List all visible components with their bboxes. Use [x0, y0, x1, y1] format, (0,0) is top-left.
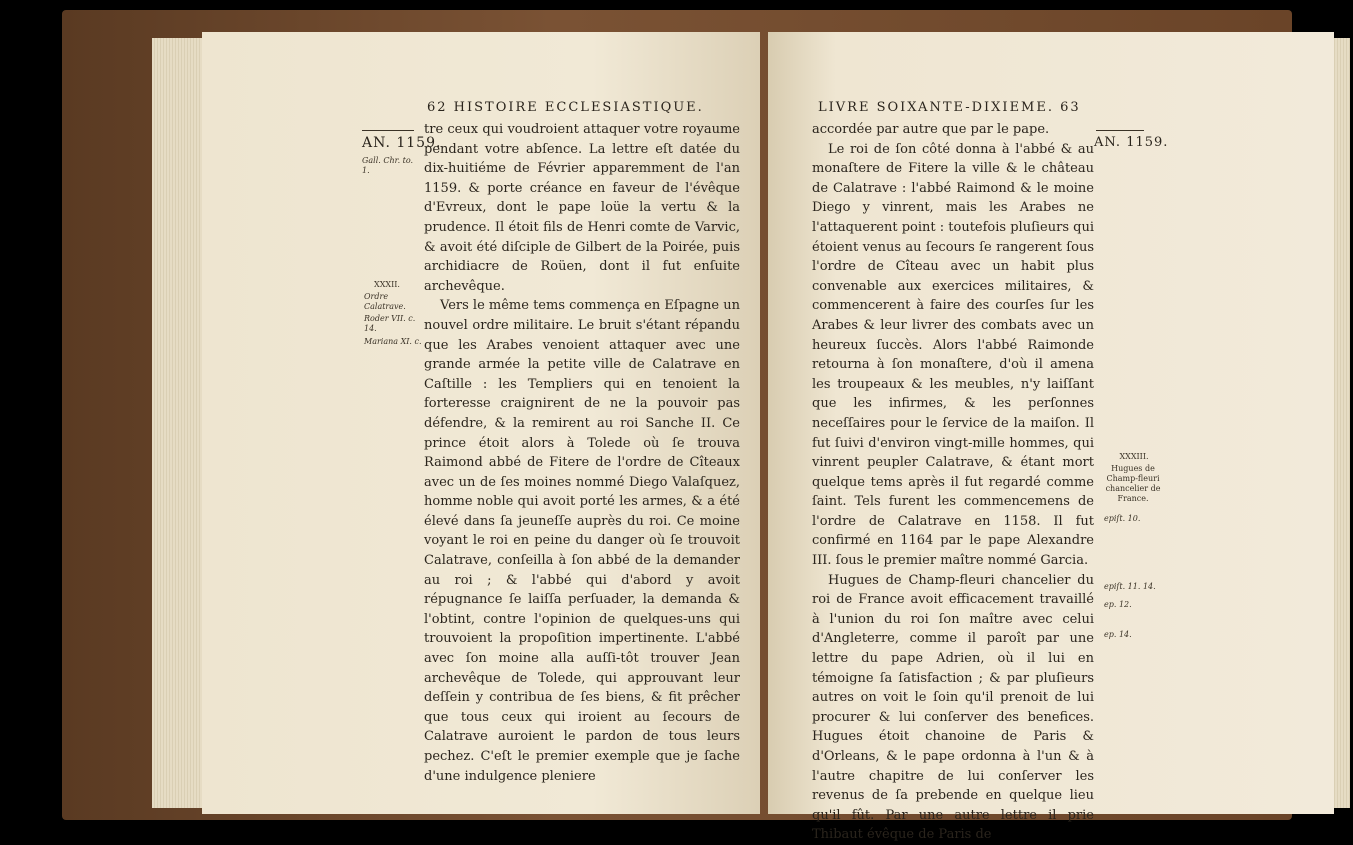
left-page	[202, 32, 760, 814]
right-margin-ref-3: ep. 12.	[1104, 600, 1132, 609]
left-margin-chapter: XXXII.	[374, 280, 400, 289]
right-margin-ref-4: ep. 14.	[1104, 630, 1132, 639]
right-margin-chapter-title: Hugues de Champ-fleuri chancelier de France.	[1105, 464, 1161, 503]
left-margin-ref-2: Roder VII. c. 14.	[364, 314, 416, 333]
left-margin-ref-1: Gall. Chr. to. 1.	[362, 156, 414, 175]
book-spread	[62, 10, 1292, 843]
right-paragraph-2: Le roi de ſon côté donna à l'abbé & au monaſtere de Fitere la ville & le château de Calatrave : l'abbé Raimond & le moine Diego y vinrent, mais les Arabes ne l'attaquerent point : toutefois pluſieurs qui étoient venus au ſecours ſe rangerent ſous l'ordre de Cîteau avec un habit plus convenable aux exercices militaires, & commencerent à faire des courſes ſur les Arabes & leur livrer des combats avec un heureux ſuccès. Alors l'abbé Raimonde retourna à ſon monaſtere, d'où il amena les troupeaux & les meubles, n'y laiſſant que les infirmes, & les perſonnes neceſſaires pour le ſervice de la maiſon. Il fut ſuivi d'environ vingt-mille hommes, qui vinrent peupler Calatrave, & étant mort quelque tems après il fut regardé comme ſaint. Tels furent les commencemens de l'ordre de Calatrave en 1158. Il fut confirmé en 1164 par le pape Alexandre III. ſous le premier maître nommé Garcia.	[812, 141, 1094, 569]
right-body-text	[812, 120, 1094, 845]
right-year-tag: AN. 1159.	[1094, 135, 1169, 150]
page-edges-right	[1332, 38, 1350, 808]
right-margin-ref-2: epiſt. 11. 14.	[1104, 582, 1156, 591]
left-margin-chapter-title: Ordre Calatrave.	[364, 292, 406, 311]
page-edges-left	[152, 38, 204, 808]
left-margin-ref-3: Mariana XI. c.	[364, 337, 422, 346]
right-paragraph-1: accordée par autre que par le pape.	[812, 122, 1050, 137]
right-page	[768, 32, 1334, 843]
right-margin-chapter: XXXIII.	[1119, 452, 1149, 461]
left-running-head: 62 HISTOIRE ECCLESIASTIQUE.	[427, 100, 704, 115]
year-rule	[362, 130, 414, 131]
left-paragraph-1: tre ceux qui voudroient attaquer votre royaume pendant votre abſence. La lettre eſt datée du dix-huitiéme de Février apparemment de l'an 1159. & porte créance en faveur de l'évêque d'Evreux, dont le pape loüe la vertu & la prudence. Il étoit fils de Henri comte de Varvic, & avoit été diſciple de Gilbert de la Poirée, puis archidiacre de Roüen, dont il fut enſuite archevêque.	[424, 122, 740, 294]
left-paragraph-2: Vers le même tems commença en Eſpagne un nouvel ordre militaire. Le bruit s'étant répandu que les Arabes venoient attaquer avec une grande armée la petite ville de Calatrave en Caſtille : les Templiers qui en tenoient la forteresse craignirent de ne la pouvoir pas défendre, & la remirent au roi Sanche II. Ce prince étoit alors à Tolede où ſe trouva Raimond abbé de Fitere de l'ordre de Cîteaux avec un de ſes moines nommé Diego Valaſquez, homme noble qui avoit porté les armes, & a été élevé dans ſa jeuneſſe auprès du roi. Ce moine voyant le roi en peine du danger où ſe trouvoit Calatrave, conſeilla à ſon abbé de la demander au roi ; & l'abbé qui d'abord y avoit répugnance ſe laiſſa perſuader, la demanda & l'obtint, contre l'opinion de quelques-uns qui trouvoient la propoſition impertinente. L'abbé avec ſon moine alla auſſi-tôt trouver Jean archevêque de Tolede, qui approuvant leur deſſein y contribua de ſes biens, & fit prêcher que tous ceux qui iroient au ſecours de Calatrave auroient le pardon de tous leurs pechez. C'eſt le premier exemple que je ſache d'une indulgence pleniere	[424, 298, 740, 784]
right-running-head: LIVRE SOIXANTE-DIXIEME. 63	[818, 100, 1081, 115]
right-paragraph-3: Hugues de Champ-fleuri chancelier du roi de France avoit efficacement travaillé à l'union du roi ſon maître avec celui d'Angleterre, comme il paroît par une lettre du pape Adrien, où il lui en témoigne ſa ſatisfaction ; & par pluſieurs autres on voit le ſoin qu'il prenoit de lui procurer & lui conſerver des benefices. Hugues étoit chanoine de Paris & d'Orleans, & le pape ordonna à l'un & à l'autre chapitre de lui conſerver les revenus de ſa prebende en quelque lieu qu'il fût. Par une autre lettre il prie Thibaut évêque de Paris de	[812, 572, 1094, 843]
left-year-tag: AN. 1159.	[362, 135, 442, 151]
right-year-rule	[1096, 130, 1144, 131]
right-margin-ref-1: epiſt. 10.	[1104, 514, 1141, 523]
left-body-text	[424, 120, 740, 786]
